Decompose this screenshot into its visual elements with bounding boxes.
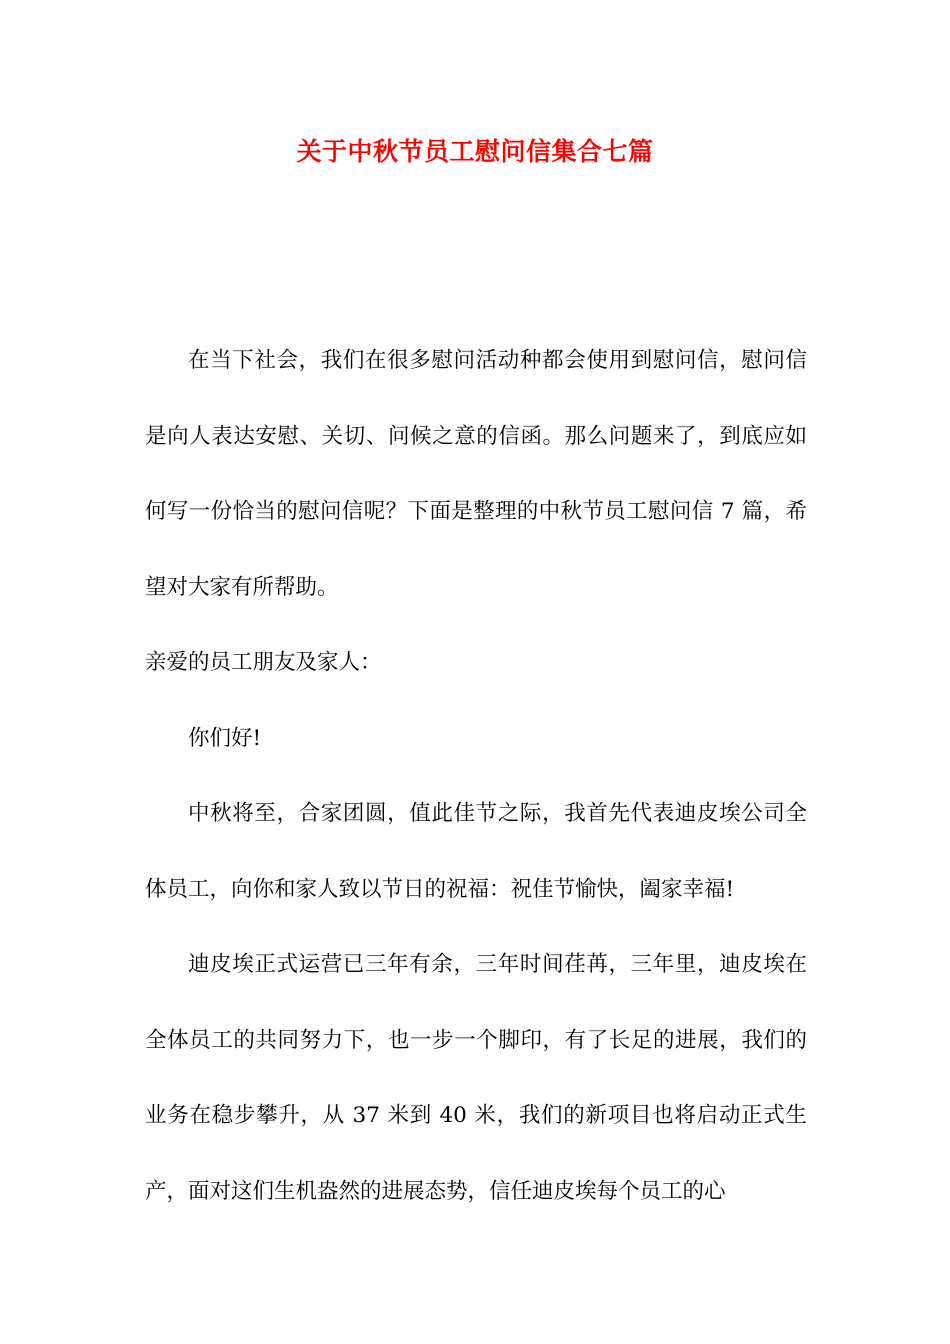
paragraph-greeting: 你们好! (188, 725, 262, 751)
document-title: 关于中秋节员工慰问信集合七篇 (296, 137, 654, 166)
document-body (145, 323, 807, 1229)
paragraph-company-progress: 迪皮埃正式运营已三年有余，三年时间荏苒，三年里，迪皮埃在全体员工的共同努力下，也一步一个脚印，有了长足的进展，我们的业务在稳步攀升，从 37 米到 40 米，我们的新项目也将启动正式生产，面对这们生机盎然的进展态势，信任迪皮埃每个员工的心 (145, 952, 807, 1204)
paragraph-salutation: 亲爱的员工朋友及家人： (145, 650, 382, 675)
paragraph-blessing: 中秋将至，合家团圆，值此佳节之际，我首先代表迪皮埃公司全体员工，向你和家人致以节日的祝福：祝佳节愉快，阖家幸福! (145, 801, 807, 902)
paragraph-intro: 在当下社会，我们在很多慰问活动种都会使用到慰问信，慰问信是向人表达安慰、关切、问候之意的信函。那么问题来了，到底应如何写一份恰当的慰问信呢？下面是整理的中秋节员工慰问信 7 篇，希望对大家有所帮助。 (145, 348, 807, 600)
